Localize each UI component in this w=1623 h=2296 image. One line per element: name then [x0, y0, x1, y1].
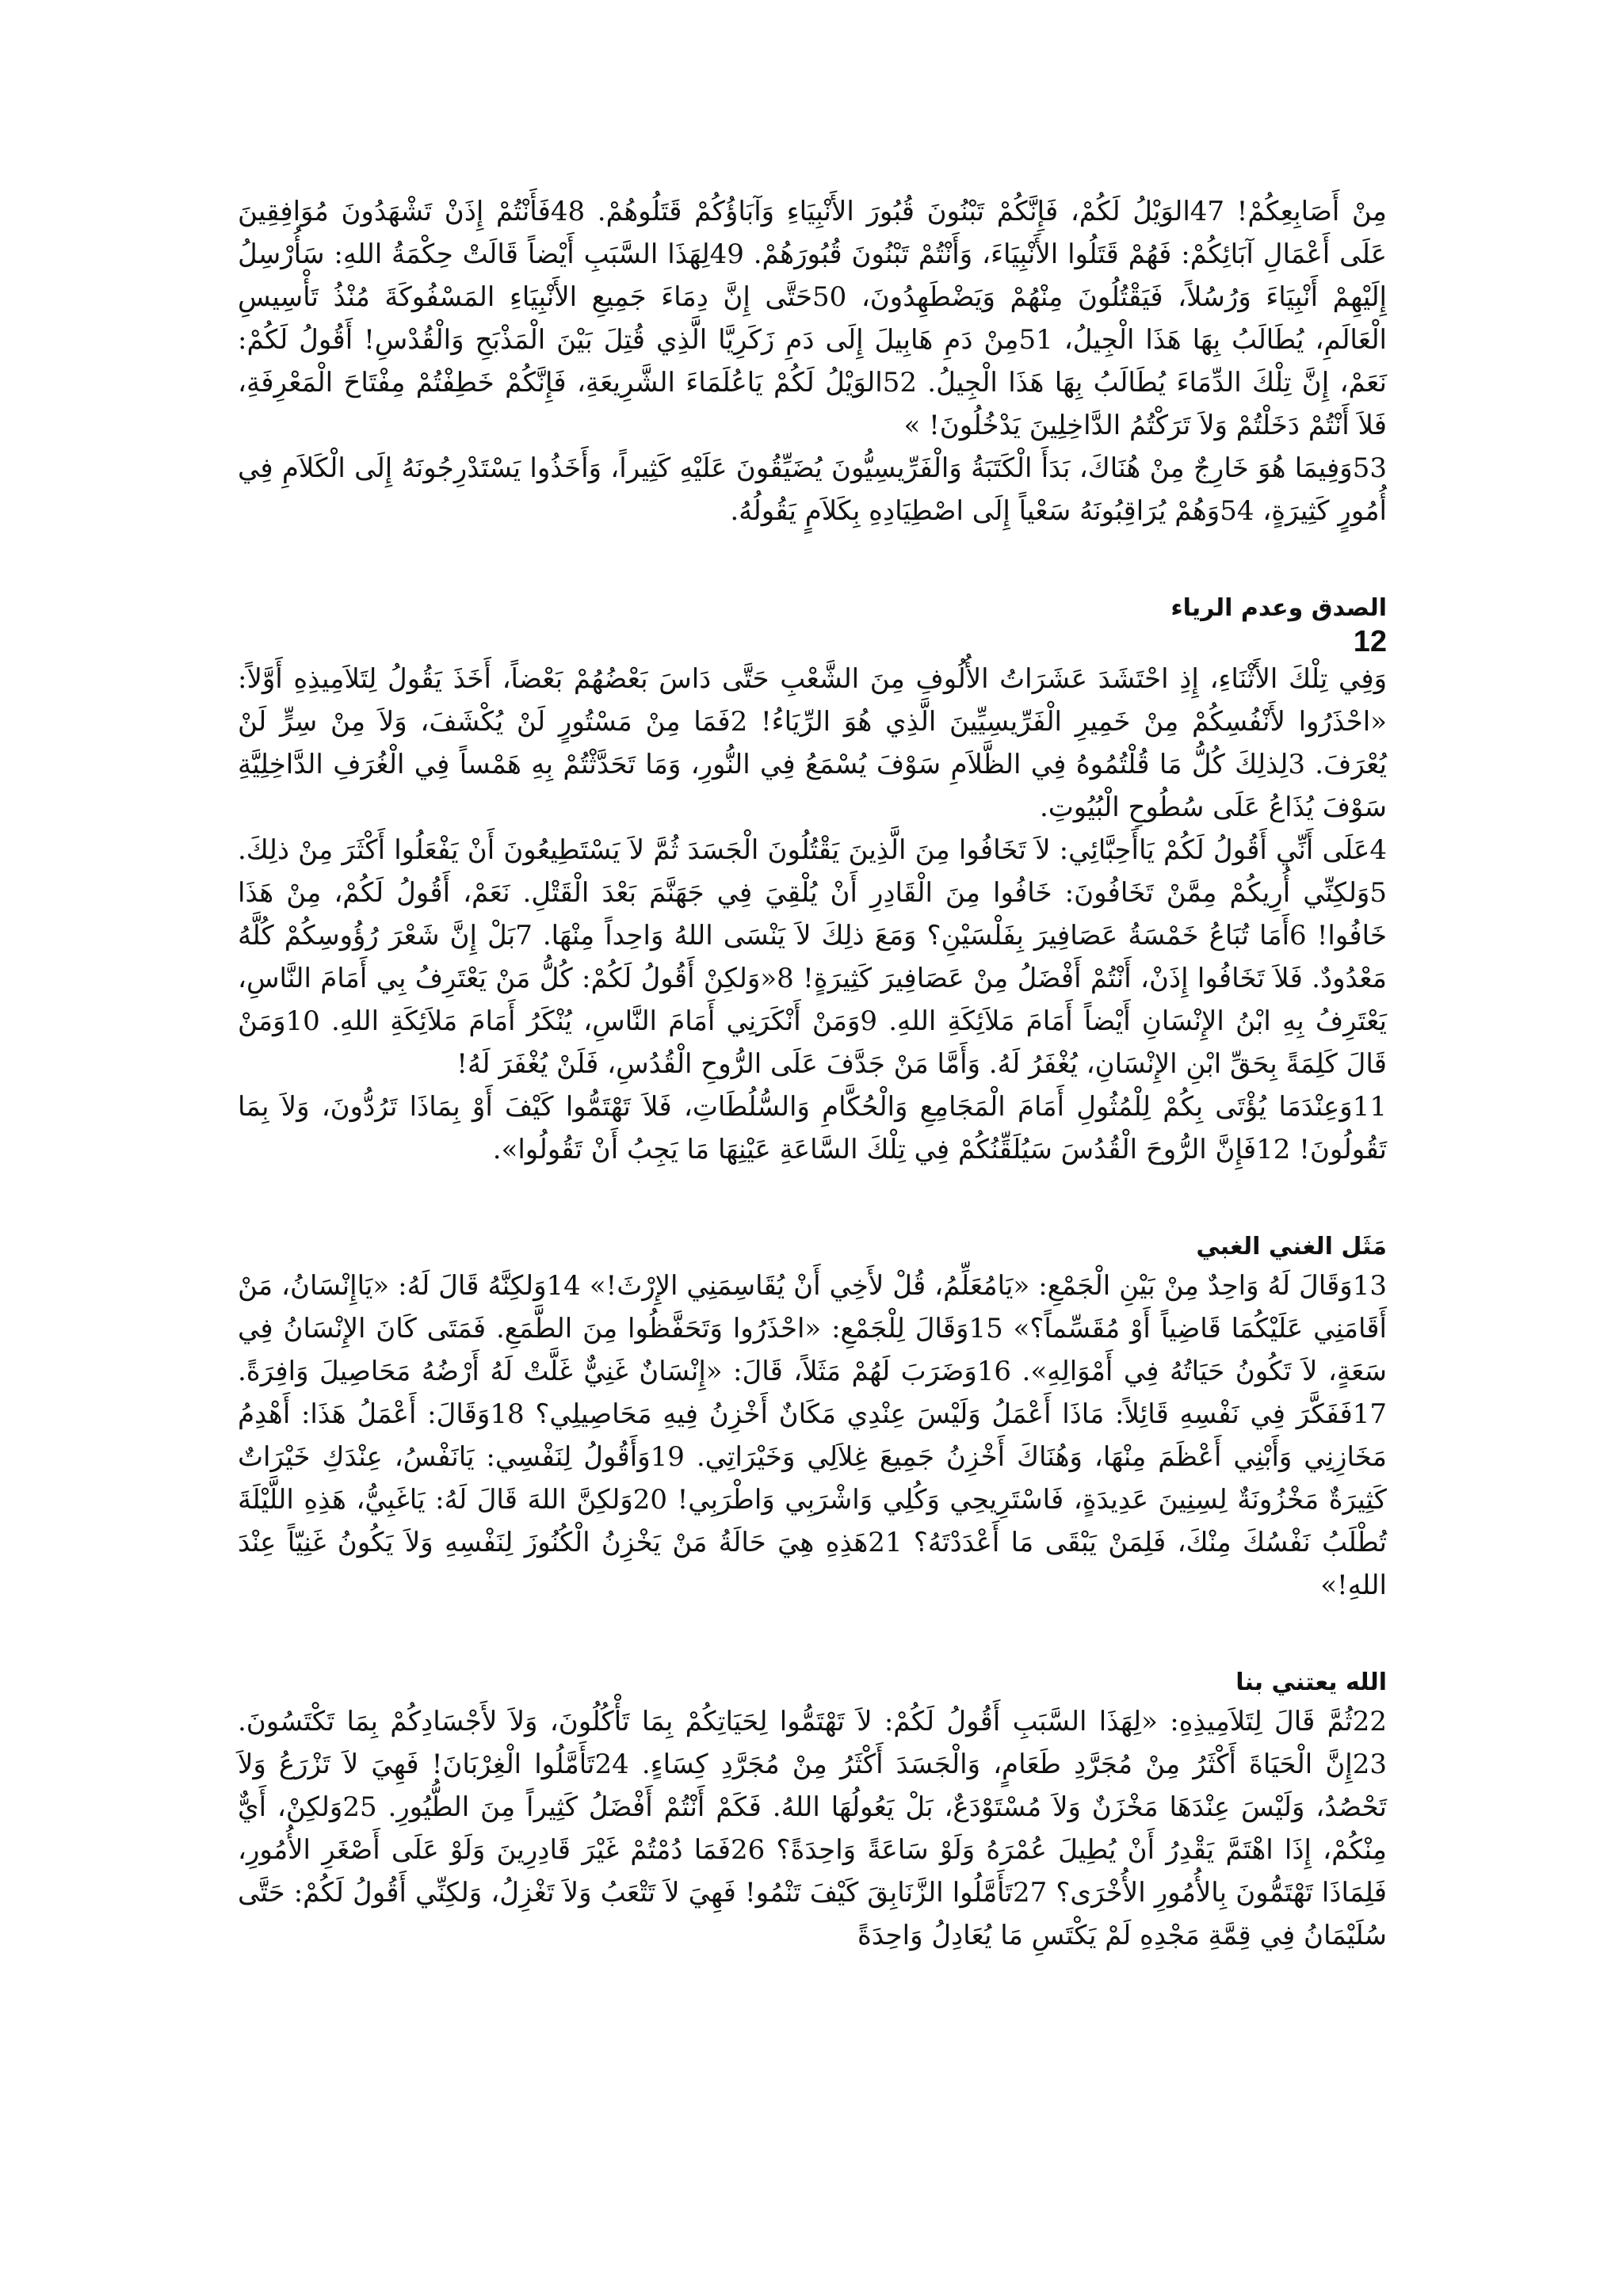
- section-spacer: [238, 1607, 1387, 1665]
- paragraph-luke-12-13-21: 13وَقَالَ لَهُ وَاحِدٌ مِنْ بَيْنِ الْجَمْعِ: «يَامُعَلِّمُ، قُلْ لأَخِي أَنْ يُقَاسِمَنِي الإِرْثَ!» 14وَلكِنَّهُ قَالَ لَهُ: «يَاإِنْسَانُ، مَنْ أَقَامَنِي عَلَيْكُمَا قَاضِياً أَوْ مُقَسِّماً؟» 15وَقَالَ لِلْجَمْعِ: «احْذَرُوا وَتَحَفَّظُوا مِنَ الطَّمَعِ. فَمَتَى كَانَ الإِنْسَانُ فِي سَعَةٍ، لاَ تَكُونُ حَيَاتُهُ فِي أَمْوَالِهِ». 16وَضَرَبَ لَهُمْ مَثَلاً، قَالَ: «إِنْسَانٌ غَنِيٌّ غَلَّتْ لَهُ أَرْضُهُ مَحَاصِيلَ وَافِرَةً. 17فَفَكَّرَ فِي نَفْسِهِ قَائِلاً: مَاذَا أَعْمَلُ وَلَيْسَ عِنْدِي مَكَانٌ أَخْزِنُ فِيهِ مَحَاصِيلِي؟ 18وَقَالَ: أَعْمَلُ هَذَا: أَهْدِمُ مَخَازِنِي وَأَبْنِي أَعْظَمَ مِنْهَا، وَهُنَاكَ أَخْزِنُ جَمِيعَ غِلاَلِي وَخَيْرَاتِي. 19وَأَقُولُ لِنَفْسِي: يَانَفْسُ، عِنْدَكِ خَيْرَاتٌ كَثِيرَةٌ مَخْزُونَةٌ لِسِنِينَ عَدِيدَةٍ، فَاسْتَرِيحِي وَكُلِي وَاشْرَبِي وَاطْرَبِي! 20وَلكِنَّ اللهَ قَالَ لَهُ: يَاغَبِيُّ، هَذِهِ اللَّيْلَةَ تُطْلَبُ نَفْسُكَ مِنْكَ، فَلِمَنْ يَبْقَى مَا أَعْدَدْتَهُ؟ 21هَذِهِ هِيَ حَالَةُ مَنْ يَخْزِنُ الْكُنُوزَ لِنَفْسِهِ وَلاَ يَكُونُ غَنِيّاً عِنْدَ اللهِ!»: [238, 1270, 1388, 1601]
- section-heading-rich-fool: مَثَل الغني الغبي: [1196, 1233, 1387, 1261]
- paragraph-luke-11-53-54: 53وَفِيمَا هُوَ خَارِجٌ مِنْ هُنَاكَ، بَدَأَ الْكَتَبَةُ وَالْفَرِّيسِيُّونَ يُضَيِّقُونَ عَلَيْهِ كَثِيراً، وَأَخَذُوا يَسْتَدْرِجُونَهُ إِلَى الْكَلاَمِ فِي أُمُورٍ كَثِيرَةٍ، 54وَهُمْ يُرَاقِبُونَهُ سَعْياً إِلَى اصْطِيَادِهِ بِكَلاَمٍ يَقُولُهُ.: [238, 452, 1387, 527]
- section-heading-god-cares: الله يعتني بنا: [1235, 1669, 1387, 1696]
- paragraph-luke-12-22-27: 22ثُمَّ قَالَ لِتَلاَمِيذِهِ: «لِهَذَا السَّبَبِ أَقُولُ لَكُمْ: لاَ تَهْتَمُّوا لِحَيَاتِكُمْ بِمَا تَأْكُلُونَ، وَلاَ لأَجْسَادِكُمْ بِمَا تَكْتَسُونَ. 23إِنَّ الْحَيَاةَ أَكْثَرُ مِنْ مُجَرَّدِ طَعَامٍ، وَالْجَسَدَ أَكْثَرُ مِنْ مُجَرَّدِ كِسَاءٍ. 24تَأَمَّلُوا الْغِرْبَانَ! فَهِيَ لاَ تَزْرَعُ وَلاَ تَحْصُدُ، وَلَيْسَ عِنْدَهَا مَخْزَنٌ وَلاَ مُسْتَوْدَعٌ، بَلْ يَعُولُهَا اللهُ. فَكَمْ أَنْتُمْ أَفْضَلُ كَثِيراً مِنَ الطُّيُورِ. 25وَلكِنْ، أَيٌّ مِنْكُمْ، إِذَا اهْتَمَّ يَقْدِرُ أَنْ يُطِيلَ عُمْرَهُ وَلَوْ سَاعَةً وَاحِدَةً؟ 26فَمَا دُمْتُمْ غَيْرَ قَادِرِينَ وَلَوْ عَلَى أَصْغَرِ الأُمُورِ، فَلِمَاذَا تَهْتَمُّونَ بِالأُمُورِ الأُخْرَى؟ 27تَأَمَّلُوا الزَّنَابِقَ كَيْفَ تَنْمُو! فَهِيَ لاَ تَتْعَبُ وَلاَ تَغْزِلُ، وَلكِنِّي أَقُولُ لَكُمْ: حَتَّى سُلَيْمَانُ فِي قِمَّةِ مَجْدِهِ لَمْ يَكْتَسِ مَا يُعَادِلُ وَاحِدَةً: [238, 1706, 1388, 1951]
- paragraph-luke-12-4-10: 4عَلَى أَنِّي أَقُولُ لَكُمْ يَاأَحِبَّائِي: لاَ تَخَافُوا مِنَ الَّذِينَ يَقْتُلُونَ الْجَسَدَ ثُمَّ لاَ يَسْتَطِيعُونَ أَنْ يَفْعَلُوا أَكْثَرَ مِنْ ذلِكَ. 5وَلكِنِّي أُرِيكُمْ مِمَّنْ تَخَافُونَ: خَافُوا مِنَ الْقَادِرِ أَنْ يُلْقِيَ فِي جَهَنَّمَ بَعْدَ الْقَتْلِ. نَعَمْ، أَقُولُ لَكُمْ، مِنْ هَذَا خَافُوا! 6أَمَا تُبَاعُ خَمْسَةُ عَصَافِيرَ بِفَلْسَيْنِ؟ وَمَعَ ذلِكَ لاَ يَنْسَى اللهُ وَاحِداً مِنْهَا. 7بَلْ إِنَّ شَعْرَ رُؤُوسِكُمْ كُلَّهُ مَعْدُودٌ. فَلاَ تَخَافُوا إِذَنْ، أَنْتُمْ أَفْضَلُ مِنْ عَصَافِيرَ كَثِيرَةٍ! 8«وَلكِنْ أَقُولُ لَكُمْ: كُلُّ مَنْ يَعْتَرِفُ بِي أَمَامَ النَّاسِ، يَعْتَرِفُ بِهِ ابْنُ الإِنْسَانِ أَيْضاً أَمَامَ مَلاَئِكَةِ اللهِ. 9وَمَنْ أَنْكَرَنِي أَمَامَ النَّاسِ، يُنْكَرُ أَمَامَ مَلاَئِكَةِ اللهِ. 10وَمَنْ قَالَ كَلِمَةً بِحَقِّ ابْنِ الإِنْسَانِ، يُغْفَرُ لَهُ. وَأَمَّا مَنْ جَدَّفَ عَلَى الرُّوحِ الْقُدُسِ، فَلَنْ يُغْفَرَ لَهُ!: [238, 834, 1387, 1080]
- paragraph-luke-12-1-3: وَفِي تِلْكَ الأَثْنَاءِ، إِذِ احْتَشَدَ عَشَرَاتُ الأُلُوفِ مِنَ الشَّعْبِ حَتَّى دَاسَ بَعْضُهُمْ بَعْضاً، أَخَذَ يَقُولُ لِتَلاَمِيذِهِ أَوَّلاً: «احْذَرُوا لأَنْفُسِكُمْ مِنْ خَمِيرِ الْفَرِّيسِيِّينَ الَّذِي هُوَ الرِّيَاءُ! 2فَمَا مِنْ مَسْتُورٍ لَنْ يُكْشَفَ، وَلاَ مِنْ سِرٍّ لَنْ يُعْرَفَ. 3لِذلِكَ كُلُّ مَا قُلْتُمُوهُ فِي الظَّلاَمِ سَوْفَ يُسْمَعُ فِي النُّورِ، وَمَا تَحَدَّثْتُمْ بِهِ هَمْساً فِي الْغُرَفِ الدَّاخِلِيَّةِ سَوْفَ يُذَاعُ عَلَى سُطُوحِ الْبُيُوتِ.: [238, 663, 1387, 823]
- paragraph-luke-11-46-52: مِنْ أَصَابِعِكُمْ! 47الوَيْلُ لَكُمْ، فَإِنَّكُمْ تَبْنُونَ قُبُورَ الأَنْبِيَاءِ وَآبَاؤُكُمْ قَتَلُوهُمْ. 48فَأَنْتُمْ إِذَنْ تَشْهَدُونَ مُوَافِقِينَ عَلَى أَعْمَالِ آبَائِكُمْ: فَهُمْ قَتَلُوا الأَنْبِيَاءَ، وَأَنْتُمْ تَبْنُونَ قُبُورَهُمْ. 49لِهَذَا السَّبَبِ أَيْضاً قَالَتْ حِكْمَةُ اللهِ: سَأُرْسِلُ إِلَيْهِمْ أَنْبِيَاءَ وَرُسُلاً، فَيَقْتُلُونَ مِنْهُمْ وَيَضْطَهِدُونَ، 50حَتَّى إِنَّ دِمَاءَ جَمِيعِ الأَنْبِيَاءِ المَسْفُوكَةَ مُنْذُ تَأْسِيسِ الْعَالَمِ، يُطَالَبُ بِهَا هَذَا الْجِيلُ، 51مِنْ دَمِ هَابِيلَ إِلَى دَمِ زَكَرِيَّا الَّذِي قُتِلَ بَيْنَ الْمَذْبَحِ وَالْقُدْسِ! أَقُولُ لَكُمْ: نَعَمْ، إِنَّ تِلْكَ الدِّمَاءَ يُطَالَبُ بِهَا هَذَا الْجِيلُ. 52الوَيْلُ لَكُمْ يَاعُلَمَاءَ الشَّرِيعَةِ، فَإِنَّكُمْ خَطِفْتُمْ مِفْتَاحَ الْمَعْرِفَةِ، فَلاَ أَنْتُمْ دَخَلْتُمْ وَلاَ تَرَكْتُمُ الدَّاخِلِينَ يَدْخُلُونَ! »: [238, 196, 1387, 441]
- document-body: [238, 190, 1387, 1957]
- section-spacer: [238, 532, 1387, 591]
- section-heading-sincerity: الصدق وعدم الرياء: [1170, 594, 1387, 622]
- paragraph-luke-12-11-12: 11وَعِنْدَمَا يُؤْتَى بِكُمْ لِلْمُثُولِ أَمَامَ الْمَجَامِعِ وَالْحُكَّامِ وَالسُّلُطَاتِ، فَلاَ تَهْتَمُّوا كَيْفَ أَوْ بِمَاذَا تَرُدُّونَ، وَلاَ بِمَا تَقُولُونَ! 12فَإِنَّ الرُّوحَ الْقُدُسَ سَيُلَقِّنُكُمْ فِي تِلْكَ السَّاعَةِ عَيْنِهَا مَا يَجِبُ أَنْ تَقُولُوا».: [238, 1091, 1387, 1165]
- section-spacer: [238, 1171, 1387, 1230]
- chapter-number: 12: [1353, 625, 1387, 658]
